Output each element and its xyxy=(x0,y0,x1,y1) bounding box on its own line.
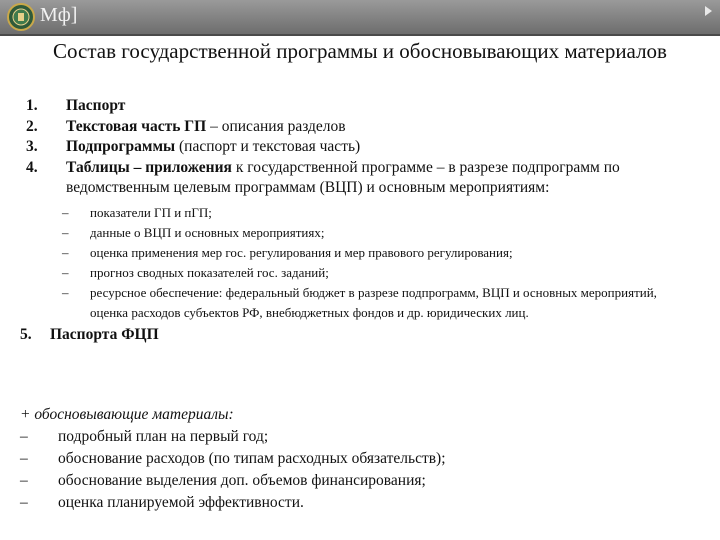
dash-bullet: – xyxy=(62,224,69,240)
item-number: 4. xyxy=(26,158,38,176)
dash-bullet: – xyxy=(62,264,69,280)
item-bold-text: Подпрограммы xyxy=(66,138,176,155)
ministry-emblem-icon xyxy=(6,2,36,32)
item-bold-text: Паспорта ФЦП xyxy=(50,325,159,343)
header-divider xyxy=(0,34,720,36)
sub-item-text: прогноз сводных показателей гос. заданий; xyxy=(90,264,329,280)
item-text: – описания разделов xyxy=(206,117,346,135)
extra-item-text: обоснование выделения доп. объемов финансирования; xyxy=(58,472,426,489)
sub-list-item xyxy=(20,283,700,323)
main-list xyxy=(20,96,700,345)
header-bar xyxy=(0,0,720,34)
list-item xyxy=(20,426,700,448)
supporting-materials-heading: + обосновывающие материалы: xyxy=(20,406,234,423)
item-bold-text: Текстовая часть ГП xyxy=(66,117,207,135)
sub-item-text: показатели ГП и пГП; xyxy=(90,204,212,220)
sub-list-item xyxy=(20,243,700,263)
item-text: (паспорт и текстовая часть) xyxy=(175,138,361,155)
item-number: 2. xyxy=(26,117,38,135)
dash-bullet: – xyxy=(20,472,28,489)
list-item xyxy=(20,325,700,346)
extra-item-text: подробный план на первый год; xyxy=(58,428,269,445)
item-bold-text: Таблицы – приложения xyxy=(66,158,232,176)
supporting-materials xyxy=(20,404,700,514)
list-item xyxy=(20,117,700,138)
dash-bullet: – xyxy=(20,494,28,511)
list-item xyxy=(20,448,700,470)
dash-bullet: – xyxy=(62,244,69,260)
item-number: 1. xyxy=(26,97,38,114)
extra-item-text: обоснование расходов (по типам расходных обязательств); xyxy=(58,450,446,467)
item-number: 5. xyxy=(20,325,32,343)
page-title: Состав государственной программы и обосновывающих материалов xyxy=(53,39,667,63)
item-bold-text: Паспорт xyxy=(66,97,126,114)
dash-bullet: – xyxy=(20,450,28,467)
list-item xyxy=(20,137,700,158)
item-number: 3. xyxy=(26,138,38,155)
sub-item-text: данные о ВЦП и основных мероприятиях; xyxy=(90,224,325,240)
list-item xyxy=(20,492,700,514)
dash-bullet: – xyxy=(62,204,69,220)
item-text: к государственной программе – в разрезе подпрограмм по ведомственным целевым программам (ВЦП) и основным мероприятиям: xyxy=(66,158,620,196)
extra-item-text: оценка планируемой эффективности. xyxy=(58,494,304,511)
sub-item-text: ресурсное обеспечение: федеральный бюджет в разрезе подпрограмм, ВЦП и основных мероприятий, оценка расходов субъектов РФ, внебюджетных фондов и др. юридических лиц. xyxy=(90,284,657,320)
list-item xyxy=(20,470,700,492)
sub-list-item xyxy=(20,203,700,223)
dash-bullet: – xyxy=(20,428,28,445)
sub-list-item xyxy=(20,263,700,283)
sub-item-text: оценка применения мер гос. регулирования и мер правового регулирования; xyxy=(90,244,513,260)
list-item xyxy=(20,96,700,117)
list-item xyxy=(20,158,700,199)
dash-bullet: – xyxy=(62,284,69,300)
sub-list xyxy=(20,203,700,323)
sub-list-item xyxy=(20,223,700,243)
slide-marker-icon xyxy=(705,6,712,16)
brand-text: Мф] xyxy=(40,4,78,26)
